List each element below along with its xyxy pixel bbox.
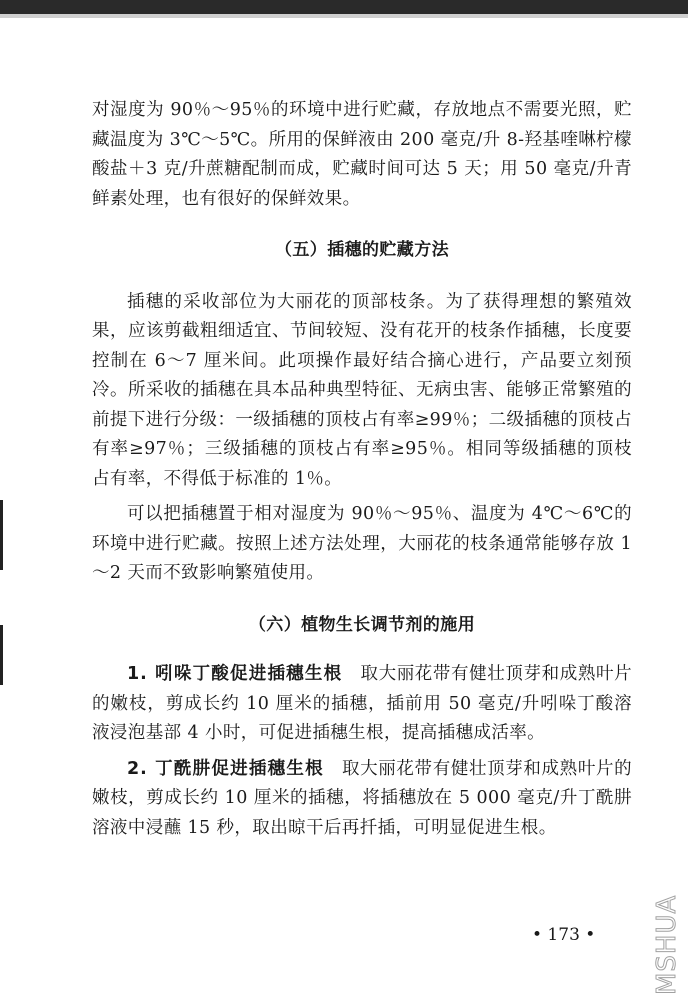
paragraph-iba-rooting [92,660,632,749]
section-heading-6: （六）植物生长调节剂的施用 [248,614,476,635]
paragraph-iba-title: 1. 吲哚丁酸促进插穗生根 [127,664,343,684]
paragraph-daminozide-rooting [92,755,632,844]
book-page [92,96,632,843]
paragraph-daminozide-title: 2. 丁酰肼促进插穗生根 [127,758,324,779]
scan-top-border [0,0,688,14]
paragraph-iba-body: 取大丽花带有健壮顶芽和成熟叶片的嫩枝，剪成长约 10 厘米的插穗，插前用 50 毫克/升吲哚丁酸溶液浸泡基部 4 小时，可促进插穗生根，提高插穗成活率。 [92,664,633,743]
scan-top-border-shadow [0,14,688,18]
scan-left-mark [0,500,3,570]
section-heading-5: （五）插穗的贮藏方法 [275,240,449,260]
watermark: MSHUA [652,894,682,995]
page-number: • 173 • [532,925,596,945]
paragraph-daminozide-body: 取大丽花带有健壮顶芽和成熟叶片的嫩枝，剪成长约 10 厘米的插穗，将插穗放在 5 000 毫克/升丁酰肼溶液中浸蘸 15 秒，取出晾干后再扦插，可明显促进生根。 [92,758,632,838]
paragraph-storage-conditions: 对湿度为 90％～95％的环境中进行贮藏，存放地点不需要光照，贮藏温度为 3℃～5℃。所用的保鲜液由 200 毫克/升 8-羟基喹啉柠檬酸盐＋3 克/升蔗糖配制而成，贮藏时间可达 5 天；用 50 毫克/升青鲜素处理，也有很好的保鲜效果。 [92,100,632,209]
scan-left-mark [0,625,3,685]
paragraph-cutting-storage: 可以把插穗置于相对湿度为 90％～95％、温度为 4℃～6℃的环境中进行贮藏。按照上述方法处理，大丽花的枝条通常能够存放 1～2 天而不致影响繁殖使用。 [92,504,632,583]
paragraph-cutting-harvest: 插穗的采收部位为大丽花的顶部枝条。为了获得理想的繁殖效果，应该剪截粗细适宜、节间较短、没有花开的枝条作插穗，长度要控制在 6～7 厘米间。此项操作最好结合摘心进行，产品要立刻预冷。所采收的插穗在具本品种典型特征、无病虫害、能够正常繁殖的前提下进行分级：一级插穗的顶枝占有率≥99％；二级插穗的顶枝占有率≥97％；三级插穗的顶枝占有率≥95％。相同等级插穗的顶枝占有率，不得低于标准的 1％。 [92,291,632,489]
